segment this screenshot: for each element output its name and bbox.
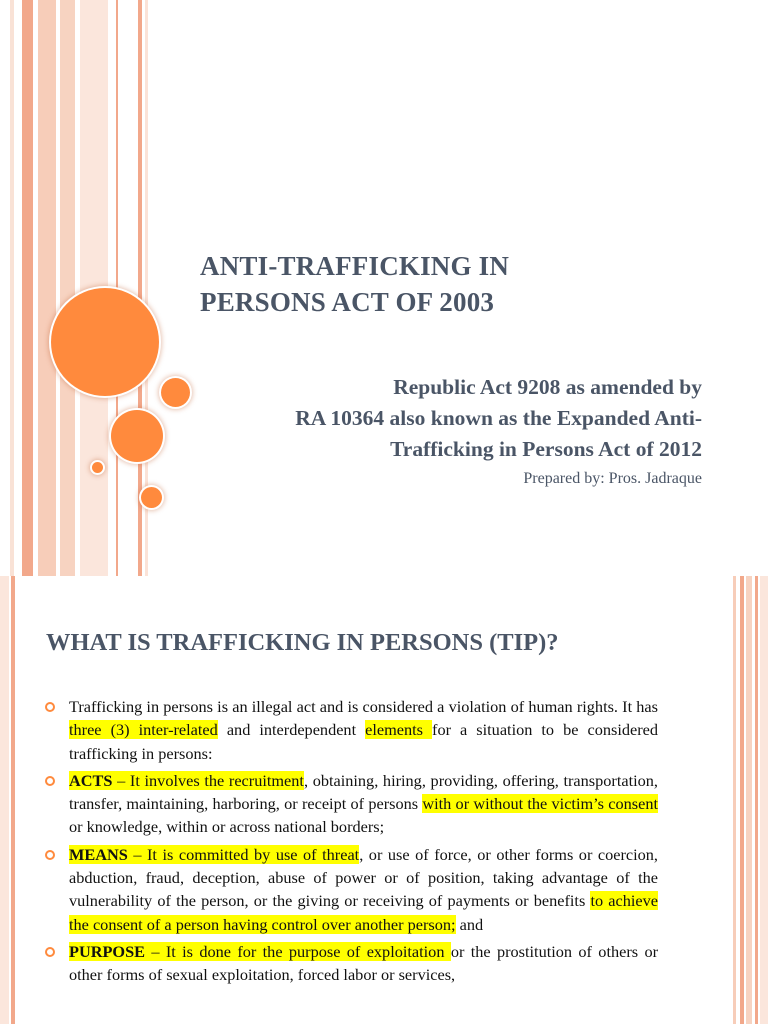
slide-title: WHAT IS TRAFFICKING IN PERSONS (TIP)? [46, 629, 559, 656]
stripe [746, 576, 752, 1024]
bullet-item: Trafficking in persons is an illegal act and is considered a violation of human rights. It has three (3) inter-related and interdependent elements for a situation to be considered trafficking in persons: [45, 695, 658, 765]
subtitle-line: Republic Act 9208 as amended by [393, 375, 702, 399]
stripe [60, 0, 75, 576]
highlight: to achieve the consent of a person having control over another person; [69, 891, 659, 934]
stripe [755, 576, 758, 1024]
stripe [760, 576, 768, 1024]
stripe [116, 0, 118, 576]
title-line: PERSONS ACT OF 2003 [200, 287, 495, 317]
decorative-circle [111, 410, 163, 462]
slide-subtitle [202, 372, 702, 465]
highlight: PURPOSE – It is done for the purpose of exploitation [69, 941, 451, 961]
bullet-item: MEANS – It is committed by use of threat, or use of force, or other forms or coercion, abduction, fraud, deception, abuse of power or of position, taking advantage of the vulnerability of the person, or the giving or receiving of payments or benefits to achieve the consent of a person having control over another person; and [45, 843, 658, 936]
stripe [733, 576, 736, 1024]
subtitle-line: Trafficking in Persons Act of 2012 [390, 437, 702, 461]
bullet-item: PURPOSE – It is done for the purpose of exploitation or the prostitution of others or other forms of sexual exploitation, forced labor or services, [45, 940, 658, 987]
stripe [38, 0, 56, 576]
stripe [10, 0, 14, 576]
content-slide [0, 576, 768, 1024]
slide-title [200, 248, 720, 320]
preparer-credit: Prepared by: Pros. Jadraque [523, 470, 702, 487]
highlight: three (3) inter-related [69, 720, 218, 740]
ring-bullet-icon [45, 702, 55, 712]
stripe [11, 576, 15, 1024]
bullet-item: ACTS – It involves the recruitment, obtaining, hiring, providing, offering, transportation, transfer, maintaining, harboring, or receipt of persons with or without the victim’s consent or knowledge, within or across national borders; [45, 769, 658, 839]
decorative-circle [161, 378, 190, 407]
bullet-list [45, 695, 658, 991]
stripe [138, 0, 142, 576]
title-line: ANTI-TRAFFICKING IN [200, 251, 510, 281]
decorative-circle-large [51, 288, 159, 396]
ring-bullet-icon [45, 776, 55, 786]
ring-bullet-icon [45, 850, 55, 860]
stripe [740, 576, 744, 1024]
highlight: MEANS – It is committed by use of threat [69, 844, 360, 864]
stripe [22, 0, 33, 576]
highlight: with or without the victim’s consent [422, 794, 658, 814]
highlight: elements [365, 720, 433, 740]
subtitle-line: RA 10364 also known as the Expanded Anti- [295, 406, 702, 430]
decorative-circle [141, 487, 162, 508]
ring-bullet-icon [45, 947, 55, 957]
decorative-circle-small [92, 462, 103, 473]
highlight: ACTS – It involves the recruitment [69, 770, 304, 790]
stripe [0, 576, 9, 1024]
